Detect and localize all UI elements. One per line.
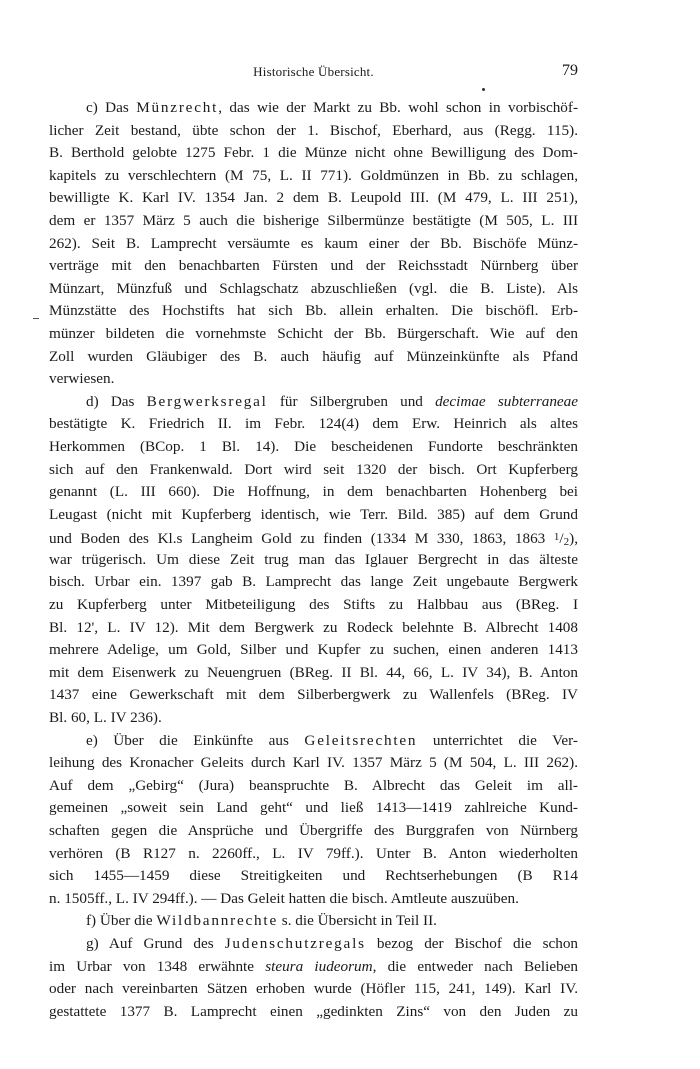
text-segment: Bl. 12', L. IV 12). Mit dem Bergwerk zu Rodeck belehnte B. Albrecht 1408 — [49, 618, 578, 636]
text-segment: war trügerisch. Um diese Zeit trug man das Iglauer Bergrecht in das älteste — [49, 550, 578, 568]
page-number: 79 — [562, 62, 578, 79]
italic-term: decimae subterraneae — [435, 392, 578, 410]
text-line — [49, 978, 578, 1001]
text-segment: schaften gegen die Ansprüche und Übergriffe des Burggrafen von Nürnberg — [49, 822, 578, 839]
text-segment: c) Das — [86, 99, 137, 116]
text-line — [49, 684, 578, 707]
text-segment: oder nach vereinbarten Sätzen erhoben wurde (Höfler 115, 241, 149). Karl IV. — [49, 980, 578, 998]
text-line — [49, 210, 578, 233]
text-line — [49, 368, 578, 391]
text-segment: mit dem Eisenwerk zu Neuengruen (BReg. II Bl. 44, 66, L. IV 34), B. Anton — [49, 663, 578, 681]
spaced-term: Wildbannrechte — [156, 912, 278, 930]
text-line — [49, 775, 578, 798]
text-segment: bestätigte K. Friedrich II. im Febr. 124(4) dem Erw. Heinrich als altes — [49, 415, 578, 433]
text-line — [49, 956, 578, 979]
text-segment: bezog der Bischof die schon — [365, 934, 578, 952]
text-segment: leihung des Kronacher Geleits durch Karl IV. 1357 März 5 (M 504, L. III 262). — [49, 754, 578, 772]
text-segment: münzer bildeten die vornehmste Schicht der Bb. Bürgerschaft. Wie auf den — [49, 324, 578, 342]
text-line — [49, 255, 578, 278]
text-line — [49, 300, 578, 323]
text-segment: gestattete 1377 B. Lamprecht einen „gedinkten Zins“ von den Juden zu — [49, 1002, 578, 1020]
text-line — [49, 865, 578, 888]
text-line — [49, 165, 578, 188]
text-line — [49, 526, 578, 549]
text-segment: kapitels zu verschlechtern (M 75, L. II 771). Goldmünzen in Bb. zu schlagen, — [49, 166, 578, 184]
text-segment: d) Das — [86, 392, 147, 410]
text-line — [49, 346, 578, 369]
text-line — [49, 888, 578, 911]
text-segment: s. die Übersicht in Teil II. — [278, 912, 437, 930]
text-line — [49, 933, 578, 956]
text-segment: Herkommen (BCop. 1 Bl. 14). Die bescheidenen Fundorte beschränkten — [49, 437, 578, 455]
text-segment: f) Über die — [86, 912, 157, 930]
text-segment: g) Auf Grund des — [86, 934, 225, 952]
spaced-term: Bergwerksregal — [146, 392, 268, 410]
text-line — [49, 730, 578, 753]
text-line — [49, 323, 578, 346]
text-line — [49, 187, 578, 210]
text-line — [49, 120, 578, 143]
text-line — [49, 843, 578, 866]
text-segment: zu Kupferberg unter Mitbeteiligung des Stifts zu Halbbau aus (BReg. I — [49, 596, 578, 614]
text-segment: Zoll wurden Gläubiger des B. auch häufig auf Münzeinkünfte als Pfand — [49, 347, 578, 365]
running-title: Historische Übersicht. — [253, 64, 374, 79]
text-line — [49, 820, 578, 843]
text-segment: verträge mit den benachbarten Fürsten und der Reichsstadt Nürnberg über — [49, 257, 578, 275]
text-line — [49, 549, 578, 572]
text-line — [49, 504, 578, 527]
text-line — [49, 97, 578, 120]
text-line — [49, 707, 578, 730]
text-segment: mehrere Adelige, um Gold, Silber und Kupfer zu suchen, einen anderen 1413 — [49, 641, 578, 659]
text-segment: Bl. 60, L. IV 236). — [49, 709, 162, 727]
text-line — [49, 413, 578, 436]
text-line — [49, 594, 578, 617]
spaced-term: Judenschutzregals — [224, 934, 366, 952]
running-head — [49, 64, 578, 84]
text-line — [49, 142, 578, 165]
text-segment: / — [559, 530, 564, 548]
text-segment: bisch. Urbar ein. 1397 gab B. Lamprecht das lange Zeit ungebaute Bergwerk — [49, 573, 578, 591]
text-segment: 1437 eine Gewerkschaft mit dem Silberbergwerk zu Wallenfels (BReg. IV — [49, 686, 578, 704]
text-line — [49, 797, 578, 820]
text-segment: verhören (B R127 n. 2260ff., L. IV 79ff.). Unter B. Anton wiederholten — [49, 844, 578, 862]
text-line — [49, 391, 578, 414]
text-segment: 262). Seit B. Lamprecht versäumte es kaum einer der Bb. Bischöfe Münz- — [49, 234, 578, 252]
text-segment: , die entweder nach Belieben — [372, 957, 578, 975]
spaced-term: Geleitsrechten — [304, 731, 418, 749]
text-segment: ), — [569, 530, 578, 548]
text-segment: Auf dem „Gebirg“ (Jura) beanspruchte B. Albrecht das Geleit im all- — [49, 776, 578, 794]
text-line — [49, 662, 578, 685]
text-segment: e) Über die Einkünfte aus — [86, 731, 305, 749]
italic-term: steura iudeorum — [265, 957, 373, 975]
text-line — [49, 910, 578, 933]
text-line — [49, 233, 578, 256]
text-segment: unterrichtet die Ver- — [417, 731, 578, 749]
text-segment: Leugast (nicht mit Kupferberg identisch, wie Terr. Bild. 385) auf dem Grund — [49, 505, 578, 523]
text-line — [49, 278, 578, 301]
text-segment: bewilligte K. Karl IV. 1354 Jan. 2 dem B. Leupold III. (M 479, L. III 251), — [49, 189, 578, 207]
text-line — [49, 436, 578, 459]
text-line — [49, 459, 578, 482]
text-line — [49, 1001, 578, 1024]
spaced-term: Münzrecht — [136, 99, 219, 116]
text-segment: für Silbergruben und — [267, 392, 436, 410]
text-segment: licher Zeit bestand, übte schon der 1. Bischof, Eberhard, aus (Regg. 115). — [49, 121, 578, 139]
text-line — [49, 571, 578, 594]
text-segment: genannt (L. III 660). Die Hoffnung, in dem benachbarten Hohenberg bei — [49, 483, 578, 501]
body-text — [49, 97, 578, 1023]
text-segment: 1 — [553, 531, 560, 544]
text-line — [49, 639, 578, 662]
text-segment: n. 1505ff., L. IV 294ff.). — Das Geleit hatten die bisch. Amtleute auszuüben. — [49, 889, 519, 907]
text-segment: 2 — [563, 536, 570, 549]
text-segment: Münzstätte des Hochstifts hat sich Bb. allein erhalten. Die bischöfl. Erb- — [49, 302, 578, 320]
text-segment: verwiesen. — [49, 370, 115, 388]
text-line — [49, 617, 578, 640]
text-segment: dem er 1357 März 5 auch die bisherige Silbermünze bestätigte (M 505, L. III — [49, 211, 578, 229]
text-segment: Münzart, Münzfuß und Schlagschatz abzuschließen (vgl. die B. Liste). Als — [49, 279, 578, 297]
text-segment: gemeinen „soweit sein Land geht“ und ließ 1413—1419 zahlreiche Kund- — [49, 799, 578, 817]
text-segment: im Urbar von 1348 erwähnte — [49, 957, 266, 975]
text-segment: , das wie der Markt zu Bb. wohl schon in vorbischöf- — [218, 99, 578, 116]
text-segment: B. Berthold gelobte 1275 Febr. 1 die Münze nicht ohne Bewilligung des Dom- — [49, 144, 578, 162]
text-segment: sich auf den Frankenwald. Dort wird seit 1320 der bisch. Ort Kupferberg — [49, 460, 578, 478]
text-segment: sich 1455—1459 diese Streitigkeiten und Rechtserhebungen (B R14 — [49, 867, 578, 885]
text-line — [49, 752, 578, 775]
text-line — [49, 481, 578, 504]
margin-mark — [33, 318, 39, 319]
text-segment: und Boden des Kl.s Langheim Gold zu finden (1334 M 330, 1863, 1863 — [49, 530, 554, 548]
print-speck — [482, 88, 485, 91]
